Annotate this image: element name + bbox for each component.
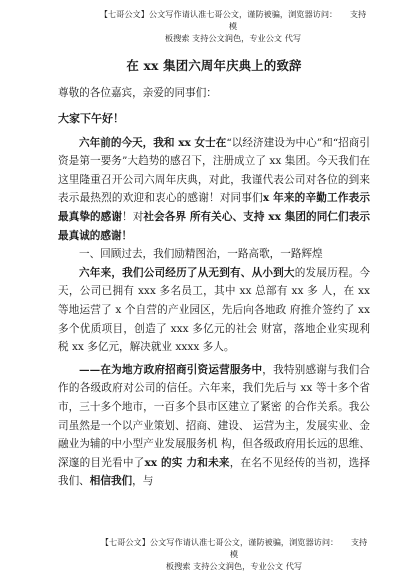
footer-banner (58, 536, 370, 572)
p1-text-d: ！对 (122, 210, 144, 223)
p4-bold-f: 相信我们 (89, 475, 133, 488)
header-banner-line2: 板搜索 支持公文润色，专业公文 代写 (164, 33, 302, 43)
footer-banner-support: 支持模 (229, 537, 368, 559)
p4-text-c: ，我特别感谢与我们合作的各级政府对公司的信任。六年来，我们先后与 xx 等十多个省市，三十多个地市，一百多个县市区建立了紧密 的合作关系。我公司虽然是一个以产业策划、招商、建设、 运营为主，发展实业、金融业为辅的中小型产业发展服务机 构，但各级政府用长远的思维、深邃的目光看中了 (58, 363, 371, 469)
header-banner-support: 支持模 (228, 9, 367, 31)
salutation: 尊敬的各位嘉宾，亲爱的同事们： (58, 87, 217, 99)
section-heading-1: 一、回顾过去，我们励精图治，一路高歌，一路辉煌 (79, 248, 323, 261)
p4-bold-d: xx 的实 力和未来 (144, 456, 230, 469)
p3-text-c: 的发展历程。今天，公司已拥有 xxx 多名员工，其中 xx 总部有 xx 多 人，在 xx 等地运营了 x 个自营的产业园区，先后向各地政 府推介签约了 xx 多个优质项目，创造了 xxx 多亿元的社会 财富，落地企业实现利税 xx 多亿元，解决就业 xxxx 多人。 (58, 266, 371, 354)
p4-text-e: ，在名不见经传的当初，选择我们、 (58, 456, 371, 488)
p1-bold-a: 六年前的今天，我和 xx 女士在 (79, 136, 227, 149)
document-title: 在 xx 集团六周年庆典上的致辞 (126, 58, 302, 73)
paragraph-3 (58, 264, 370, 357)
paragraph-1 (58, 134, 370, 246)
paragraph-4 (58, 361, 370, 491)
header-banner (58, 0, 370, 44)
p1-bold-e: 社会各界 所有关心、支持 xx 集团的同仁们表示最真诚的感谢！ (58, 210, 370, 242)
greeting: 大家下午好！ (58, 111, 124, 125)
p3-bold-b: 从无到有、从小到大 (197, 266, 295, 279)
p4-bold-a: ——在为 (79, 363, 122, 376)
footer-banner-line2: 板搜索 支持公文润色，专业公文 代写 (165, 561, 303, 571)
p1-text-b: “以经济建设为中心”和“招商引资是第一要务”大趋势的感召下，注册成立了 xx 集团。今天我们在这里隆重召开公司六周年庆典，对此，我谨代表公司对各位的到来表示最热烈的欢迎和衷心的感谢！对同事们 (58, 136, 370, 205)
p1-bold-c: x 年来的辛勤工作表示最真挚的感谢 (58, 192, 370, 223)
p3-bold-a: 六年来，我们公司经历了 (79, 266, 198, 279)
footer-banner-line1: 【七哥公文】公文写作请认准七哥公文，谨防被骗，浏览器访问： (100, 537, 339, 547)
header-banner-line1: 【七哥公文】公文写作请认准七哥公文，谨防被骗，浏览器访问： (99, 9, 338, 19)
p4-text-g: ，与 (132, 475, 154, 488)
p4-bold-b: 地方政府招商引资运营服务中 (121, 363, 263, 376)
